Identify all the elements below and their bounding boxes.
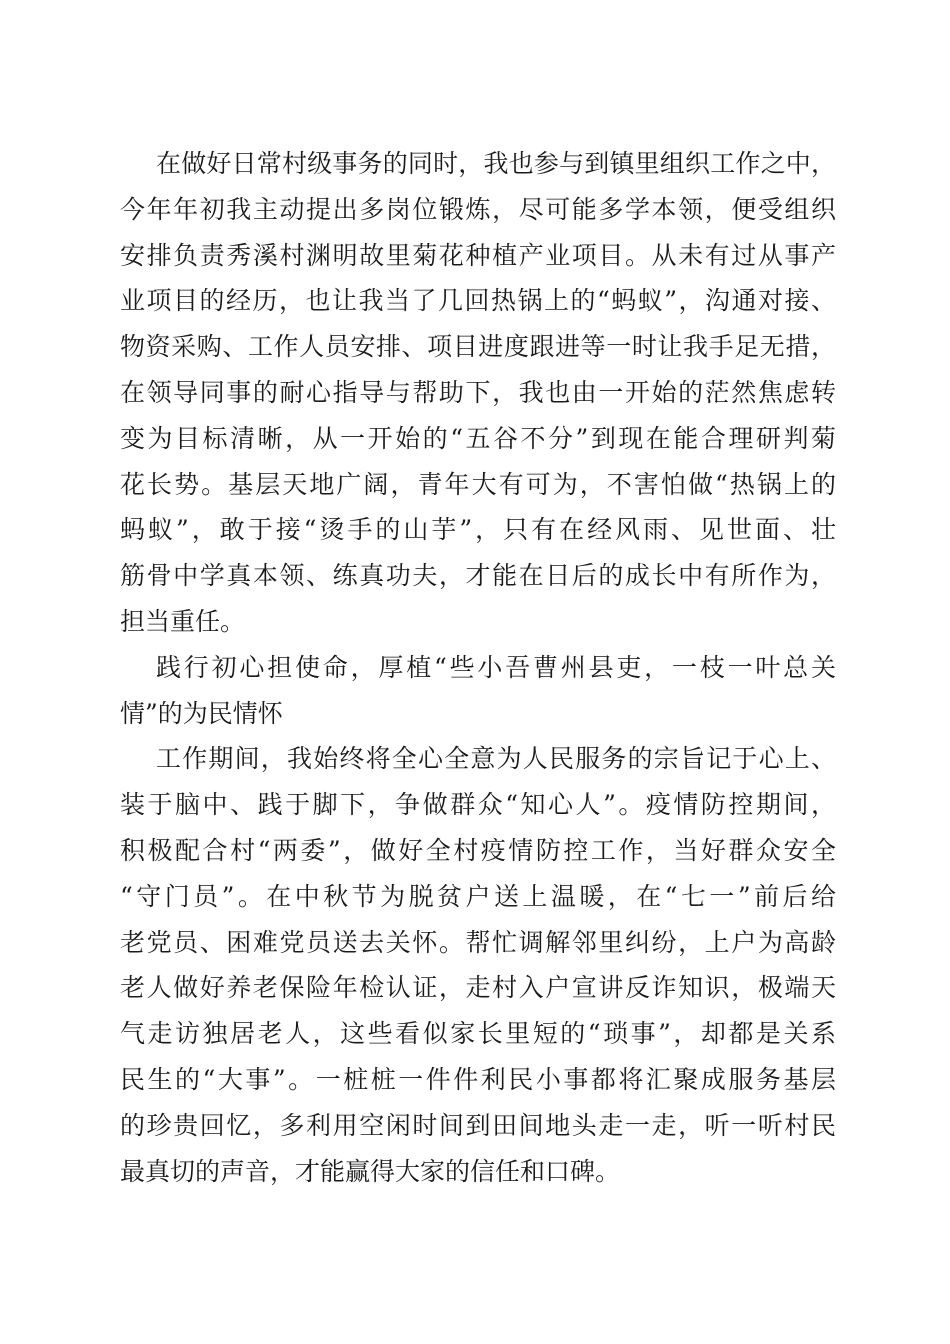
section-heading-people-sentiment [120,645,836,737]
heading-line: 情”的为民情怀 [120,698,283,728]
text-line: 物资采购、工作人员安排、项目进度跟进等一时让我手足无措， [120,332,836,362]
text-line: 担当重任。 [120,606,246,636]
text-line: 业项目的经历，也让我当了几回热锅上的“蚂蚁”，沟通对接、 [120,286,836,316]
text-line: 变为目标清晰，从一开始的“五谷不分”到现在能合理研判菊 [120,423,836,453]
text-line: 民生的“大事”。一桩桩一件件利民小事都将汇聚成服务基层 [120,1064,836,1094]
text-line: 安排负责秀溪村渊明故里菊花种植产业项目。从未有过从事产 [120,240,836,270]
text-line: 今年年初我主动提出多岗位锻炼，尽可能多学本领，便受组织 [120,194,836,224]
paragraph-grassroots-training [120,141,836,645]
heading-line: 践行初心担使命，厚植“些小吾曹州县吏，一枝一叶总关 [156,652,836,682]
text-line: 最真切的声音，才能赢得大家的信任和口碑。 [120,1156,621,1186]
text-line: 老党员、困难党员送去关怀。帮忙调解邻里纠纷，上户为高龄 [120,927,836,957]
text-line: 在领导同事的耐心指导与帮助下，我也由一开始的茫然焦虑转 [120,377,836,407]
text-line: 的珍贵回忆，多利用空闲时间到田间地头走一走，听一听村民 [120,1110,836,1140]
text-line: 气走访独居老人，这些看似家长里短的“琐事”，却都是关系 [120,1019,836,1049]
text-line: “守门员”。在中秋节为脱贫户送上温暖，在“七一”前后给 [120,881,836,911]
text-line: 在做好日常村级事务的同时，我也参与到镇里组织工作之中， [156,149,836,178]
text-line: 积极配合村“两委”，做好全村疫情防控工作，当好群众安全 [120,835,836,865]
document-page [120,141,836,1194]
text-line: 老人做好养老保险年检认证，走村入户宣讲反诈知识，极端天 [120,973,836,1003]
text-line: 工作期间，我始终将全心全意为人民服务的宗旨记于心上、 [156,744,836,774]
text-line: 蚂蚁”，敢于接“烫手的山芋”，只有在经风雨、见世面、壮 [120,515,836,545]
text-line: 筋骨中学真本领、练真功夫，才能在日后的成长中有所作为， [120,561,836,591]
text-line: 装于脑中、践于脚下，争做群众“知心人”。疫情防控期间， [120,790,836,820]
paragraph-serving-people [120,736,836,1194]
text-line: 花长势。基层天地广阔，青年大有可为，不害怕做“热锅上的 [120,469,836,499]
